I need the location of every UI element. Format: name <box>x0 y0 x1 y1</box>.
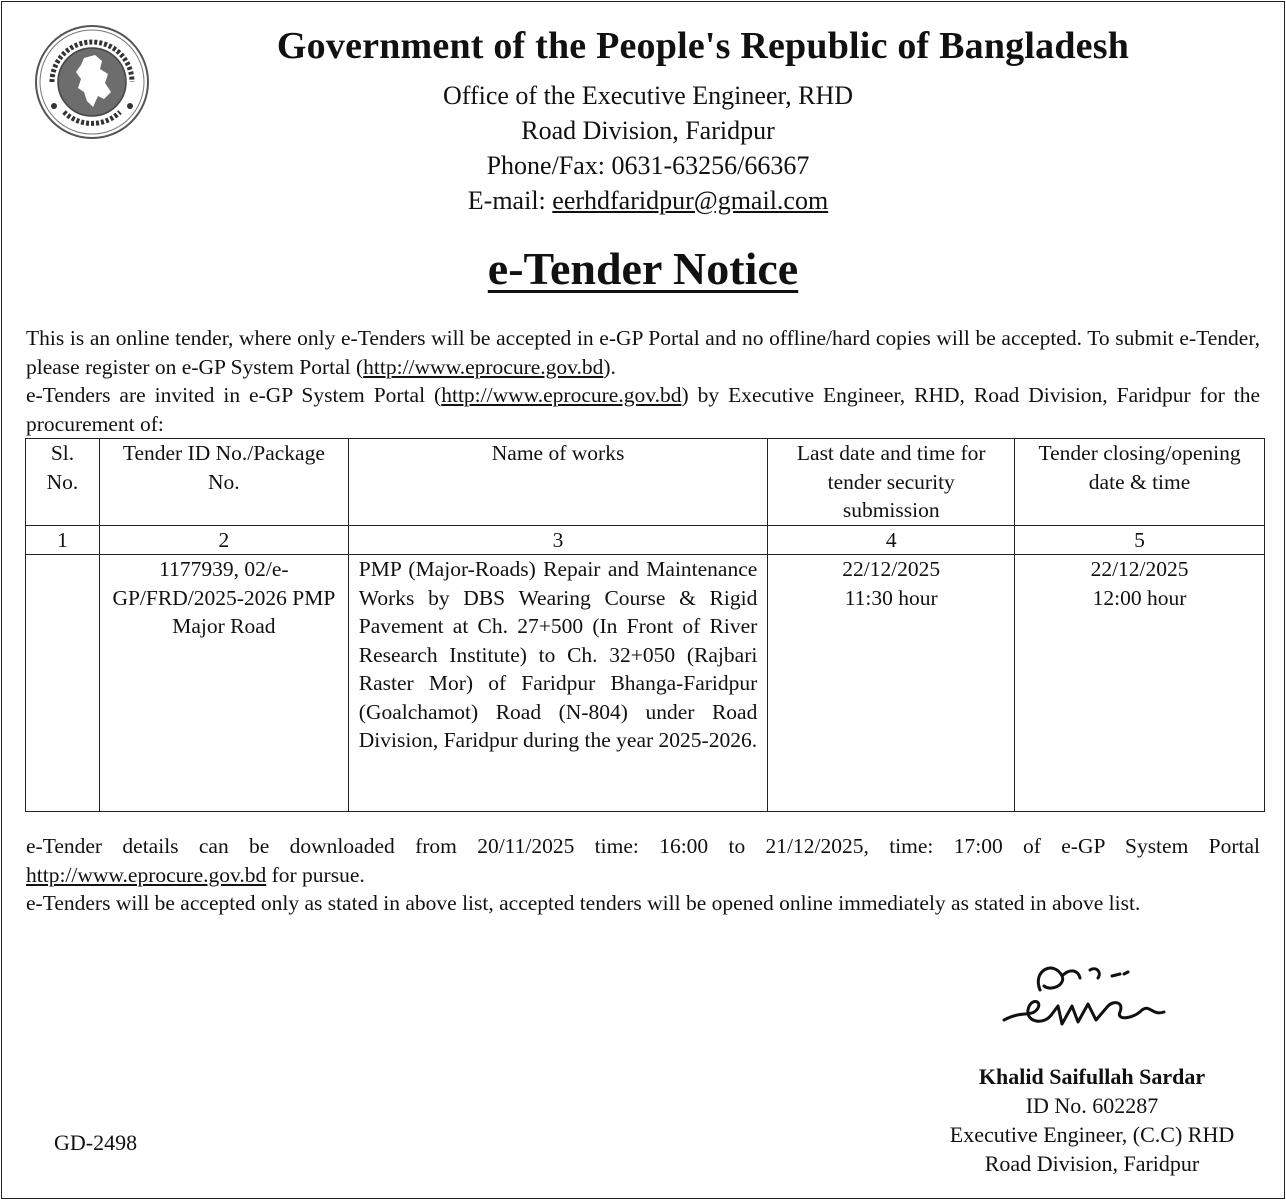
header-closing-opening: Tender closing/opening date & time <box>1015 439 1265 526</box>
row-tender-id: 1177939, 02/e-GP/FRD/2025-2026 PMP Major Road <box>99 555 348 812</box>
signatory-name: Khalid Saifullah Sardar <box>978 1064 1206 1089</box>
row-closing-opening <box>1015 555 1265 812</box>
phone-fax: Phone/Fax: 0631-63256/66367 <box>486 151 810 180</box>
email-link[interactable]: eerhdfaridpur@gmail.com <box>552 186 829 215</box>
signatory-block <box>902 1062 1282 1178</box>
signatory-office: Road Division, Faridpur <box>984 1151 1200 1176</box>
division-name: Road Division, Faridpur <box>521 116 775 145</box>
column-number: 1 <box>26 525 100 555</box>
column-number: 3 <box>348 525 768 555</box>
reference-code: GD-2498 <box>54 1130 138 1155</box>
header-tender-id: Tender ID No./Package No. <box>99 439 348 526</box>
table-row <box>26 555 1265 812</box>
eprocure-link-1[interactable]: http://www.eprocure.gov.bd <box>363 354 604 379</box>
row-sl-no <box>26 555 100 812</box>
office-address <box>142 78 1154 218</box>
intro-paragraph-1: This is an online tender, where only e-Tenders will be accepted in e-GP Portal and no offline/hard copies will be accepted. To submit e-Tender, please register on e-GP System Portal (http://www.eprocure.gov.bd). <box>26 326 1260 379</box>
office-name: Office of the Executive Engineer, RHD <box>443 81 853 110</box>
table-header-row <box>26 439 1265 526</box>
details-paragraph-2: e-Tenders will be accepted only as stated in above list, accepted tenders will be opened online immediately as stated in above list. <box>26 891 1141 915</box>
signature-image <box>992 950 1182 1040</box>
government-seal-icon <box>32 22 152 142</box>
signatory-id: ID No. 602287 <box>1025 1093 1159 1118</box>
header-sl-no: Sl. No. <box>26 439 100 526</box>
intro-text <box>26 324 1260 438</box>
security-time: 11:30 hour <box>844 585 938 610</box>
column-number: 5 <box>1015 525 1265 555</box>
column-number-row <box>26 525 1265 555</box>
column-number: 2 <box>99 525 348 555</box>
closing-time: 12:00 hour <box>1092 585 1187 610</box>
government-title: Government of the People's Republic of Bangladesh <box>276 25 1130 67</box>
notice-title: e-Tender Notice <box>487 243 799 294</box>
header-security-submission: Last date and time for tender security submission <box>768 439 1015 526</box>
header-name-of-works: Name of works <box>348 439 768 526</box>
signatory-designation: Executive Engineer, (C.C) RHD <box>949 1122 1235 1147</box>
eprocure-link-3[interactable]: http://www.eprocure.gov.bd <box>26 862 267 887</box>
closing-date: 22/12/2025 <box>1090 557 1189 581</box>
eprocure-link-2[interactable]: http://www.eprocure.gov.bd <box>441 383 682 407</box>
notice-page <box>1 1 1285 1199</box>
security-date: 22/12/2025 <box>842 557 941 581</box>
column-number: 4 <box>768 525 1015 555</box>
row-security-submission <box>768 555 1015 812</box>
email-line <box>142 183 1154 218</box>
tender-table <box>25 438 1265 812</box>
intro-paragraph-2: e-Tenders are invited in e-GP System Portal (http://www.eprocure.gov.bd) by Executive Engineer, RHD, Road Division, Faridpur for the procurement of: <box>26 383 1260 436</box>
details-paragraph-1: e-Tender details can be downloaded from 20/11/2025 time: 16:00 to 21/12/2025, time: 17:00 of e-GP System Portal http://www.eprocure.gov.bd for pursue. <box>26 834 1260 887</box>
details-text <box>26 832 1260 918</box>
email-label: E-mail: <box>467 186 546 215</box>
row-name-of-works: PMP (Major-Roads) Repair and Maintenance Works by DBS Wearing Course & Rigid Pavement at Ch. 27+500 (In Front of River Research Institute) to Ch. 32+050 (Rajbari Raster Mor) of Faridpur Bhanga-Faridpur (Goalchamot) Road (N-804) under Road Division, Faridpur during the year 2025-2026. <box>348 555 768 812</box>
